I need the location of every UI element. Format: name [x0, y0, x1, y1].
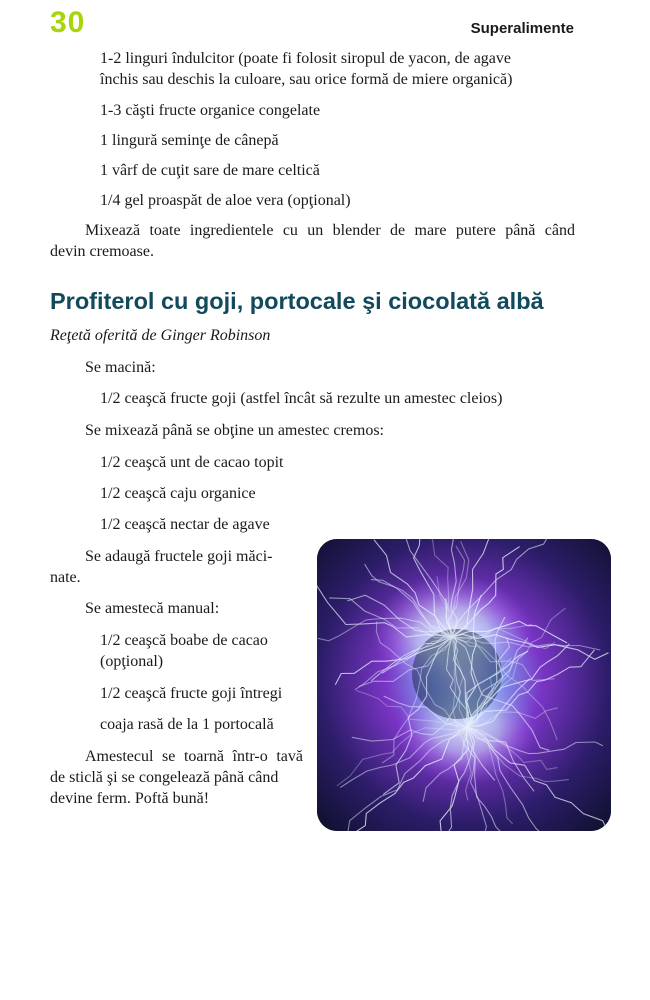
closing-line: de sticlă şi se congelează până când	[50, 769, 279, 786]
plasma-illustration	[317, 539, 611, 831]
running-title: Superalimente	[470, 20, 574, 37]
ingredient-line: 1 lingură seminţe de cânepă	[100, 132, 279, 149]
ingredient-line: 1-2 linguri îndulcitor (poate fi folosit siropul de yacon, de agave	[100, 50, 511, 67]
step-text-line: nate.	[50, 569, 81, 586]
ingredient-line: 1 vârf de cuţit sare de mare celtică	[100, 162, 320, 179]
intro-paragraph-line: devin cremoase.	[50, 243, 154, 260]
ingredient-line: 1/2 ceaşcă boabe de cacao	[100, 632, 268, 649]
recipe-credit: Reţetă oferită de Ginger Robinson	[50, 327, 271, 344]
step-label: Se amestecă manual:	[85, 600, 220, 617]
ingredient-line: 1/2 ceaşcă fructe goji (astfel încât să rezulte un amestec cleios)	[100, 390, 503, 407]
recipe-title: Profiterol cu goji, portocale şi ciocolată albă	[50, 288, 544, 314]
step-label: Se macină:	[85, 359, 156, 376]
ingredient-line: 1/2 ceaşcă fructe goji întregi	[100, 685, 283, 702]
ingredient-line: 1-3 căşti fructe organice congelate	[100, 102, 321, 119]
ingredient-line: închis sau deschis la culoare, sau orice formă de miere organică)	[100, 71, 513, 88]
ingredient-line: 1/2 ceaşcă nectar de agave	[100, 516, 270, 533]
ingredient-line: 1/2 ceaşcă unt de cacao topit	[100, 454, 284, 471]
step-label: Se mixează până se obţine un amestec cremos:	[85, 422, 384, 439]
ingredient-line: coaja rasă de la 1 portocală	[100, 716, 274, 733]
intro-paragraph-line: Mixează toate ingredientele cu un blender de mare putere până când	[85, 222, 575, 239]
ingredient-line: (opţional)	[100, 653, 164, 670]
closing-line: devine ferm. Poftă bună!	[50, 790, 210, 807]
energy-photo	[317, 539, 611, 831]
page-number: 30	[50, 6, 86, 39]
ingredient-line: 1/2 ceaşcă caju organice	[100, 485, 256, 502]
closing-line: Amestecul se toarnă într-o tavă	[85, 748, 303, 765]
step-text-line: Se adaugă fructele goji măci-	[85, 548, 273, 565]
ingredient-line: 1/4 gel proaspăt de aloe vera (opţional)	[100, 192, 351, 209]
